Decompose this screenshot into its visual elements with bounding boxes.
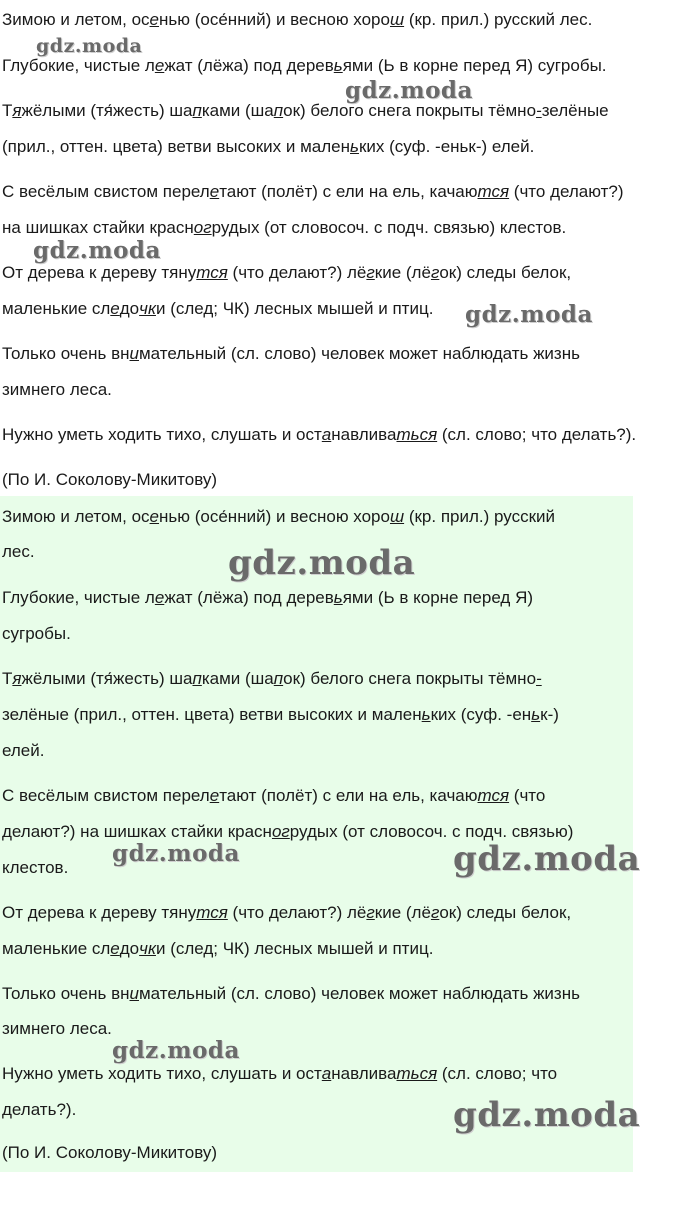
text-line: [2, 1099, 76, 1121]
text-segment: елей.: [2, 741, 45, 760]
orthogram-highlight: е: [154, 588, 165, 607]
orthogram-highlight: п: [192, 101, 202, 120]
text-segment: ок) белого снега покрыты тёмно: [283, 101, 537, 120]
text-line: [2, 668, 542, 690]
text-segment: навлива: [331, 1064, 397, 1083]
text-segment: Глубокие, чистые л: [2, 56, 155, 75]
orthogram-highlight: г: [366, 263, 375, 282]
text-segment: и (след; ЧК) лесных мышей и птиц.: [155, 299, 434, 318]
text-segment: сугробы.: [2, 624, 71, 643]
text-segment: ок) белого снега покрыты тёмно: [283, 669, 537, 688]
orthogram-highlight: е: [110, 299, 120, 318]
text-segment: жёлыми (тя́жесть) ша: [21, 669, 193, 688]
text-segment: и (след; ЧК) лесных мышей и птиц.: [155, 939, 434, 958]
text-segment: на шишках стайки красн: [2, 218, 194, 237]
orthogram-highlight: ь: [333, 588, 343, 607]
orthogram-highlight: тся: [196, 263, 228, 282]
orthogram-highlight: ь: [333, 56, 343, 75]
orthogram-highlight: ь: [421, 705, 431, 724]
text-segment: жат (лёжа) под дерев: [164, 588, 334, 607]
text-segment: Нужно уметь ходить тихо, слушать и ост: [2, 425, 322, 444]
text-segment: мательный (сл. слово) человек может наблюдать жизнь: [138, 344, 580, 363]
text-line: [2, 379, 112, 401]
orthogram-highlight: п: [273, 669, 284, 688]
text-segment: (что делают?) лё: [227, 903, 367, 922]
orthogram-highlight: г: [430, 903, 440, 922]
orthogram-highlight: ш: [389, 10, 405, 29]
text-segment: ками (ша: [201, 101, 274, 120]
watermark: gdz.moda: [453, 1095, 641, 1135]
text-segment: рудых (от словосоч. с подч. связью) клестов.: [211, 218, 567, 237]
orthogram-highlight: а: [321, 1064, 332, 1083]
watermark: gdz.moda: [465, 301, 593, 328]
orthogram-highlight: ь: [350, 137, 359, 156]
text-segment: Т: [2, 101, 13, 120]
text-segment: Т: [2, 669, 13, 688]
text-segment: жат (лёжа) под дерев: [164, 56, 334, 75]
text-segment: жёлыми (тя́жесть) ша: [21, 101, 193, 120]
text-line: [2, 857, 68, 879]
text-line: [2, 262, 571, 284]
orthogram-highlight: тся: [196, 903, 228, 922]
text-segment: ок) следы белок,: [439, 263, 572, 282]
text-segment: зелёные: [541, 101, 609, 120]
orthogram-highlight: ь: [531, 705, 541, 724]
text-segment: тают (полёт) с ели на ель, качаю: [219, 786, 478, 805]
text-line: [2, 1018, 112, 1040]
orthogram-highlight: ог: [193, 218, 212, 237]
orthogram-highlight: п: [192, 669, 202, 688]
text-segment: (кр. прил.) русский: [404, 507, 556, 526]
text-segment: нью (осе́нний) и весною хоро: [159, 507, 390, 526]
text-segment: зелёные (прил., оттен. цвета) ветви высоких и мален: [2, 705, 422, 724]
text-line: [2, 9, 592, 31]
orthogram-highlight: тся: [477, 182, 510, 201]
text-line: [2, 343, 580, 365]
text-line: [2, 298, 433, 320]
text-segment: Нужно уметь ходить тихо, слушать и ост: [2, 1064, 322, 1083]
text-segment: От дерева к дереву тяну: [2, 903, 197, 922]
orthogram-highlight: ог: [271, 822, 290, 841]
text-segment: ками (ша: [201, 669, 274, 688]
text-segment: Зимою и летом, ос: [2, 507, 150, 526]
text-segment: Только очень вн: [2, 344, 130, 363]
text-line: [2, 785, 545, 807]
watermark: gdz.moda: [36, 35, 143, 57]
text-segment: маленькие сл: [2, 299, 111, 318]
text-line: [2, 587, 533, 609]
orthogram-highlight: е: [149, 507, 160, 526]
text-segment: (сл. слово; что делать?).: [437, 425, 637, 444]
text-segment: делать?).: [2, 1100, 77, 1119]
text-line: [2, 136, 534, 158]
text-segment: до: [119, 939, 140, 958]
text-segment: С весёлым свистом перел: [2, 786, 210, 805]
orthogram-highlight: е: [209, 182, 220, 201]
orthogram-highlight: -: [536, 101, 542, 120]
text-segment: нью (осе́нний) и весною хоро: [159, 10, 390, 29]
text-segment: Зимою и летом, ос: [2, 10, 150, 29]
highlighted-text-block: [0, 496, 633, 1172]
text-line: [2, 424, 636, 446]
orthogram-highlight: е: [154, 56, 165, 75]
text-segment: Только очень вн: [2, 984, 130, 1003]
text-segment: клестов.: [2, 858, 69, 877]
text-segment: Глубокие, чистые л: [2, 588, 155, 607]
watermark: gdz.moda: [228, 543, 416, 583]
text-segment: ями (Ь в корне перед Я): [342, 588, 534, 607]
text-segment: (что делают?): [509, 182, 624, 201]
text-line: [2, 902, 571, 924]
text-segment: ких (суф. -еньк-) елей.: [358, 137, 535, 156]
text-segment: От дерева к дереву тяну: [2, 263, 197, 282]
orthogram-highlight: е: [149, 10, 160, 29]
text-segment: (прил., оттен. цвета) ветви высоких и мален: [2, 137, 351, 156]
text-segment: ями (Ь в корне перед Я) сугробы.: [342, 56, 607, 75]
orthogram-highlight: п: [273, 101, 284, 120]
text-segment: ок) следы белок,: [439, 903, 572, 922]
text-line: [2, 541, 35, 563]
orthogram-highlight: ться: [396, 425, 438, 444]
text-segment: зимнего леса.: [2, 380, 112, 399]
watermark: gdz.moda: [33, 237, 161, 264]
orthogram-highlight: чк: [139, 299, 156, 318]
orthogram-highlight: е: [110, 939, 120, 958]
watermark: gdz.moda: [345, 77, 473, 104]
text-line: [2, 217, 566, 239]
text-segment: (что делают?) лё: [227, 263, 367, 282]
text-segment: (По И. Соколову-Микитову): [2, 470, 218, 489]
text-segment: (что: [509, 786, 546, 805]
orthogram-highlight: ш: [389, 507, 405, 526]
orthogram-highlight: и: [129, 984, 139, 1003]
orthogram-highlight: г: [430, 263, 440, 282]
text-segment: делают?) на шишках стайки красн: [2, 822, 272, 841]
watermark: gdz.moda: [112, 1037, 240, 1064]
text-segment: мательный (сл. слово) человек может наблюдать жизнь: [138, 984, 580, 1003]
text-segment: к-): [540, 705, 559, 724]
text-segment: маленькие сл: [2, 939, 111, 958]
text-segment: до: [119, 299, 140, 318]
orthogram-highlight: я: [12, 669, 22, 688]
text-line: [2, 469, 217, 491]
text-segment: (сл. слово; что: [437, 1064, 558, 1083]
text-line: [2, 938, 433, 960]
text-line: [2, 55, 607, 77]
text-segment: кие (лё: [374, 903, 431, 922]
orthogram-highlight: ться: [396, 1064, 438, 1083]
orthogram-highlight: -: [536, 669, 542, 688]
text-segment: рудых (от словосоч. с подч. связью): [289, 822, 574, 841]
text-line: [2, 1142, 217, 1164]
orthogram-highlight: тся: [477, 786, 510, 805]
orthogram-highlight: и: [129, 344, 139, 363]
text-line: [2, 506, 555, 528]
text-segment: (кр. прил.) русский лес.: [404, 10, 593, 29]
text-segment: ких (суф. -ен: [430, 705, 532, 724]
text-segment: зимнего леса.: [2, 1019, 112, 1038]
text-segment: лес.: [2, 542, 35, 561]
text-segment: (По И. Соколову-Микитову): [2, 1143, 218, 1162]
orthogram-highlight: г: [366, 903, 375, 922]
text-line: [2, 983, 580, 1005]
orthogram-highlight: я: [12, 101, 22, 120]
text-segment: навлива: [331, 425, 397, 444]
orthogram-highlight: чк: [139, 939, 156, 958]
text-line: [2, 740, 44, 762]
text-line: [2, 100, 609, 122]
orthogram-highlight: а: [321, 425, 332, 444]
watermark: gdz.moda: [112, 840, 240, 867]
watermark: gdz.moda: [453, 839, 641, 879]
text-segment: тают (полёт) с ели на ель, качаю: [219, 182, 478, 201]
text-line: [2, 181, 624, 203]
text-segment: кие (лё: [374, 263, 431, 282]
orthogram-highlight: е: [209, 786, 220, 805]
text-segment: С весёлым свистом перел: [2, 182, 210, 201]
text-line: [2, 704, 559, 726]
text-line: [2, 623, 71, 645]
text-line: [2, 1063, 557, 1085]
